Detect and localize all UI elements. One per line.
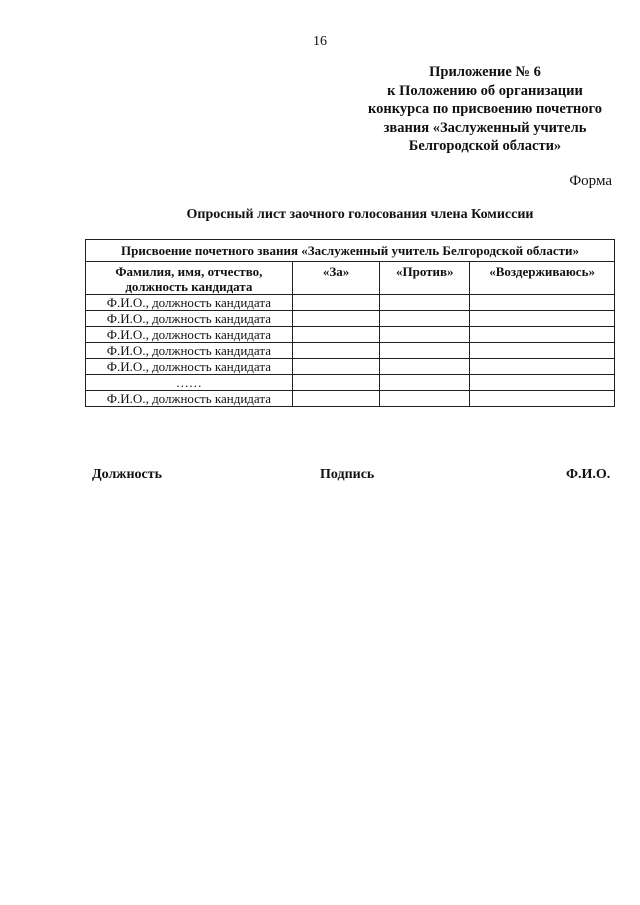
vote-abstain-cell[interactable] <box>470 327 615 343</box>
vote-for-cell[interactable] <box>292 391 380 407</box>
candidate-cell: Ф.И.О., должность кандидата <box>86 311 293 327</box>
form-label: Форма <box>569 173 612 189</box>
vote-against-cell[interactable] <box>380 343 470 359</box>
footer-fio-label: Ф.И.О. <box>566 467 611 482</box>
vote-abstain-cell[interactable] <box>470 391 615 407</box>
candidate-cell: Ф.И.О., должность кандидата <box>86 391 293 407</box>
appendix-header <box>330 63 640 156</box>
table-caption: Присвоение почетного звания «Заслуженный учитель Белгородской области» <box>86 240 615 262</box>
table-row <box>86 359 615 375</box>
table-row <box>86 311 615 327</box>
vote-against-cell[interactable] <box>380 391 470 407</box>
table-row <box>86 295 615 311</box>
table-row <box>86 391 615 407</box>
vote-against-cell[interactable] <box>380 311 470 327</box>
vote-for-cell[interactable] <box>292 343 380 359</box>
candidate-cell: Ф.И.О., должность кандидата <box>86 359 293 375</box>
footer-position-label: Должность <box>92 467 163 482</box>
table-caption-row <box>86 240 615 262</box>
appendix-line: конкурса по присвоению почетного <box>367 101 603 117</box>
header-candidate-line2: должность кандидата <box>125 279 253 294</box>
table-row <box>86 343 615 359</box>
table-header-row <box>86 262 615 295</box>
appendix-line: Белгородской области» <box>408 138 562 154</box>
appendix-line: к Положению об организации <box>387 82 583 99</box>
vote-against-cell[interactable] <box>380 327 470 343</box>
header-against: «Против» <box>380 262 470 295</box>
document-title: Опросный лист заочного голосования члена Комиссии <box>186 207 534 222</box>
ellipsis-cell: …… <box>86 375 293 391</box>
candidate-cell: Ф.И.О., должность кандидата <box>86 327 293 343</box>
vote-against-cell[interactable] <box>380 359 470 375</box>
candidate-cell: Ф.И.О., должность кандидата <box>86 343 293 359</box>
header-candidate-line1: Фамилия, имя, отчество, <box>115 264 263 279</box>
vote-abstain-cell[interactable] <box>470 375 615 391</box>
page-number: 16 <box>313 34 327 49</box>
header-abstain: «Воздерживаюсь» <box>470 262 615 295</box>
vote-against-cell[interactable] <box>380 295 470 311</box>
appendix-line: Приложение № 6 <box>429 64 541 80</box>
header-candidate <box>86 262 293 295</box>
vote-for-cell[interactable] <box>292 327 380 343</box>
vote-for-cell[interactable] <box>292 359 380 375</box>
appendix-line: звания «Заслуженный учитель <box>383 119 587 136</box>
table-row <box>86 327 615 343</box>
vote-abstain-cell[interactable] <box>470 311 615 327</box>
vote-abstain-cell[interactable] <box>470 359 615 375</box>
vote-abstain-cell[interactable] <box>470 343 615 359</box>
vote-abstain-cell[interactable] <box>470 295 615 311</box>
candidate-cell: Ф.И.О., должность кандидата <box>86 295 293 311</box>
vote-against-cell[interactable] <box>380 375 470 391</box>
vote-for-cell[interactable] <box>292 311 380 327</box>
table-row <box>86 375 615 391</box>
voting-table <box>85 239 615 407</box>
vote-for-cell[interactable] <box>292 375 380 391</box>
header-for: «За» <box>292 262 380 295</box>
vote-for-cell[interactable] <box>292 295 380 311</box>
footer-signature-label: Подпись <box>320 467 375 482</box>
